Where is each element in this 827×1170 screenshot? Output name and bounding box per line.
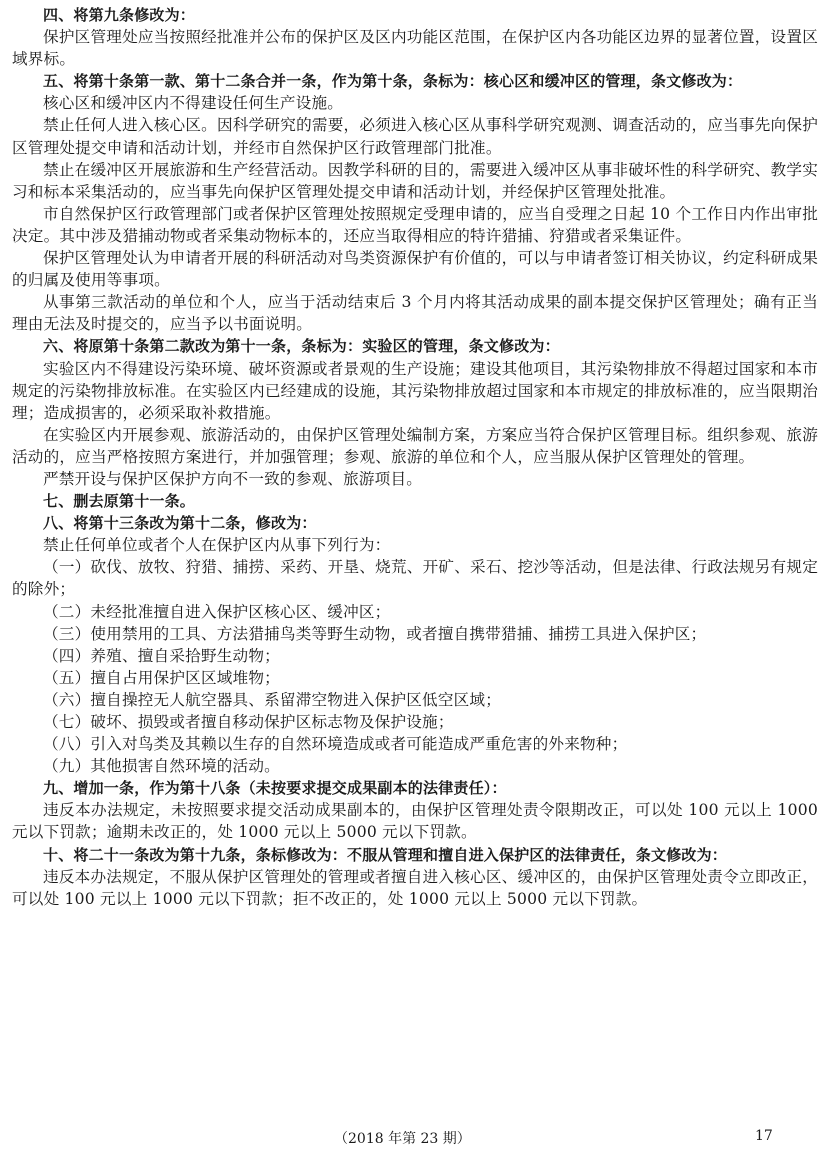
paragraph: 禁止任何人进入核心区。因科学研究的需要，必须进入核心区从事科学研究观测、调查活动的，应当事先向保护区管理处提交申请和活动计划，并经市自然保护区行政管理部门批准。 (12, 116, 818, 157)
section-heading: 四、将第九条修改为： (43, 6, 196, 24)
paragraph: （八）引入对鸟类及其赖以生存的自然环境造成或者可能造成严重危害的外来物种； (43, 735, 628, 754)
paragraph: 禁止在缓冲区开展旅游和生产经营活动。因教学科研的目的，需要进入缓冲区从事非破坏性的科学研究、教学实习和标本采集活动的，应当事先向保护区管理处提交申请和活动计划，并经保护区管理处批准。 (12, 160, 818, 201)
paragraph: 违反本办法规定，未按照要求提交活动成果副本的，由保护区管理处责令限期改正，可以处 100 元以上 1000 元以下罚款；逾期未改正的，处 1000 元以上 5000 元以下罚款。 (12, 801, 818, 842)
issue-label: （2018 年第 23 期） (334, 1131, 471, 1147)
paragraph: 保护区管理处应当按照经批准并公布的保护区及区内功能区范围，在保护区内各功能区边界的显著位置，设置区域界标。 (12, 28, 818, 69)
document-body (12, 4, 818, 910)
section-heading: 五、将第十条第一款、第十二条合并一条，作为第十条，条标为：核心区和缓冲区的管理，条文修改为： (43, 72, 743, 91)
paragraph: （四）养殖、擅自采拾野生动物； (43, 646, 280, 665)
paragraph: 禁止任何单位或者个人在保护区内从事下列行为： (43, 536, 391, 555)
paragraph: （一）砍伐、放牧、狩猎、捕捞、采药、开垦、烧荒、开矿、采石、挖沙等活动，但是法律、行政法规另有规定的除外； (12, 558, 818, 599)
section-heading: 九、增加一条，作为第十八条（未按要求提交成果副本的法律责任）： (43, 779, 507, 798)
paragraph: 违反本办法规定，不服从保护区管理处的管理或者擅自进入核心区、缓冲区的，由保护区管理处责令立即改正，可以处 100 元以上 1000 元以下罚款；拒不改正的，处 1000 元以上 5000 元以下罚款。 (12, 867, 818, 908)
paragraph: 实验区内不得建设污染环境、破坏资源或者景观的生产设施；建设其他项目，其污染物排放不得超过国家和本市规定的污染物排放标准。在实验区内已经建成的设施，其污染物排放超过国家和本市规定的排放标准的，应当限期治理；造成损害的，必须采取补救措施。 (12, 359, 818, 422)
paragraph: 严禁开设与保护区保护方向不一致的参观、旅游项目。 (43, 469, 423, 488)
paragraph: （五）擅自占用保护区区域堆物； (43, 668, 280, 687)
paragraph: 市自然保护区行政管理部门或者保护区管理处按照规定受理申请的，应当自受理之日起 10 个工作日内作出审批决定。其中涉及猎捕动物或者采集动物标本的，还应当取得相应的特许猎捕、狩猎或者采集证件。 (12, 204, 818, 245)
paragraph: 保护区管理处认为申请者开展的科研活动对鸟类资源保护有价值的，可以与申请者签订相关协议，约定科研成果的归属及使用等事项。 (12, 249, 818, 290)
paragraph: （二）未经批准擅自进入保护区核心区、缓冲区； (43, 602, 391, 621)
page-number: 17 (755, 1128, 773, 1144)
paragraph: （六）擅自操控无人航空器具、系留滞空物进入保护区低空区域； (43, 690, 502, 709)
paragraph: 核心区和缓冲区内不得建设任何生产设施。 (43, 94, 344, 113)
paragraph: （七）破坏、损毁或者擅自移动保护区标志物及保护设施； (43, 713, 454, 731)
page-footer (0, 1128, 827, 1148)
paragraph: （九）其他损害自然环境的活动。 (43, 757, 280, 776)
section-heading: 六、将原第十条第二款改为第十一条，条标为：实验区的管理，条文修改为： (43, 337, 560, 356)
section-heading: 七、删去原第十一条。 (43, 492, 196, 511)
section-heading: 八、将第十三条改为第十二条，修改为： (43, 514, 317, 533)
section-heading: 十、将二十一条改为第十九条，条标修改为：不服从管理和擅自进入保护区的法律责任，条文修改为： (43, 845, 728, 864)
paragraph: 从事第三款活动的单位和个人，应当于活动结束后 3 个月内将其活动成果的副本提交保护区管理处；确有正当理由无法及时提交的，应当予以书面说明。 (12, 293, 818, 334)
paragraph: （三）使用禁用的工具、方法猎捕鸟类等野生动物，或者擅自携带猎捕、捕捞工具进入保护区； (43, 624, 707, 643)
paragraph: 在实验区内开展参观、旅游活动的，由保护区管理处编制方案，方案应当符合保护区管理目标。组织参观、旅游活动的，应当严格按照方案进行，并加强管理；参观、旅游的单位和个人，应当服从保护区管理处的管理。 (12, 425, 818, 466)
